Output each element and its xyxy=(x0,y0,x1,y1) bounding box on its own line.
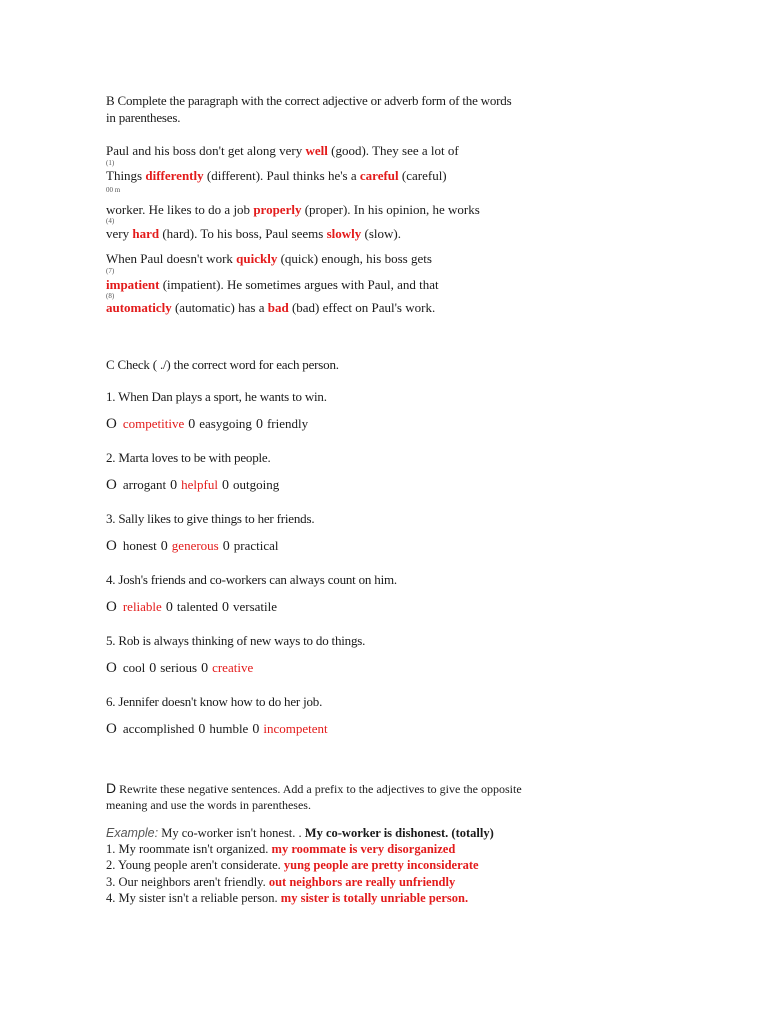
option-practical[interactable]: practical xyxy=(233,538,279,553)
option-friendly[interactable]: friendly xyxy=(266,416,309,431)
answer-careful: careful xyxy=(359,168,399,183)
option-easygoing[interactable]: easygoing xyxy=(199,416,252,431)
options-row-2 xyxy=(106,477,279,494)
option-separator: 0 xyxy=(252,722,260,737)
question-3: 3. Sally likes to give things to her friends. xyxy=(106,511,315,526)
answer-well: well xyxy=(305,143,328,158)
options-row-1 xyxy=(106,416,308,433)
option-separator: 0 xyxy=(221,478,229,493)
marker-7: (7) xyxy=(106,267,115,275)
marker-1: (1) xyxy=(106,159,115,167)
section-b-instruction-line1: B Complete the paragraph with the correct adjective or adverb form of the words xyxy=(106,93,512,108)
marker-3: (4) xyxy=(106,217,115,225)
option-separator: 0 xyxy=(198,722,206,737)
option-humble[interactable]: humble xyxy=(209,721,249,736)
option-versatile[interactable]: versatile xyxy=(232,599,278,614)
section-d-instruction xyxy=(106,780,522,813)
answer-properly: properly xyxy=(253,202,302,217)
rewrite-item-1: 1. My roommate isn't organized. my roommate is very disorganized xyxy=(106,842,456,856)
paragraph-line-7: automaticly (automatic) has a bad (bad) effect on Paul's work. xyxy=(106,300,436,315)
question-1: 1. When Dan plays a sport, he wants to win. xyxy=(106,389,327,404)
option-marker: O xyxy=(106,599,117,615)
rewrite-answer-1: my roommate is very disorganized xyxy=(271,842,456,856)
question-6: 6. Jennifer doesn't know how to do her job. xyxy=(106,694,323,709)
rewrite-answer-2: yung people are pretty inconsiderate xyxy=(283,858,479,872)
section-d-letter: D xyxy=(106,780,117,796)
option-marker: O xyxy=(106,416,117,432)
option-serious[interactable]: serious xyxy=(160,660,198,675)
section-d-instruction-line2: meaning and use the words in parentheses. xyxy=(106,798,311,812)
option-marker: O xyxy=(106,721,117,737)
section-b-instruction-line2: in parentheses. xyxy=(106,110,181,125)
options-row-6 xyxy=(106,721,328,738)
example-answer: My co-worker is dishonest. (totally) xyxy=(304,826,494,840)
option-outgoing[interactable]: outgoing xyxy=(232,477,280,492)
answer-bad: bad xyxy=(267,300,289,315)
rewrite-answer-4: my sister is totally unriable person. xyxy=(280,891,469,905)
rewrite-answer-3: out neighbors are really unfriendly xyxy=(268,875,456,889)
option-separator: 0 xyxy=(160,539,168,554)
question-4: 4. Josh's friends and co-workers can always count on him. xyxy=(106,572,397,587)
section-d-instruction-line1: Rewrite these negative sentences. Add a prefix to the adjectives to give the opposite xyxy=(116,782,522,796)
option-arrogant[interactable]: arrogant xyxy=(122,477,167,492)
option-separator: 0 xyxy=(222,539,230,554)
marker-2: 00 m xyxy=(106,186,121,194)
option-marker: O xyxy=(106,477,117,493)
option-separator: 0 xyxy=(188,417,196,432)
answer-quickly: quickly xyxy=(236,251,278,266)
option-helpful[interactable]: helpful xyxy=(181,477,218,492)
option-talented[interactable]: talented xyxy=(176,599,218,614)
option-separator: 0 xyxy=(149,661,157,676)
option-marker: O xyxy=(106,660,117,676)
option-competitive[interactable]: competitive xyxy=(122,416,185,431)
question-5: 5. Rob is always thinking of new ways to do things. xyxy=(106,633,366,648)
options-row-4 xyxy=(106,599,277,616)
section-c-instruction: C Check ( ./) the correct word for each person. xyxy=(106,357,339,372)
options-row-5 xyxy=(106,660,253,677)
option-marker: O xyxy=(106,538,117,554)
marker-8: (8) xyxy=(106,292,115,300)
rewrite-item-3: 3. Our neighbors aren't friendly. out neighbors are really unfriendly xyxy=(106,875,456,889)
example-sentence: My co-worker isn't honest. . xyxy=(158,826,305,840)
option-separator: 0 xyxy=(255,417,263,432)
option-incompetent[interactable]: incompetent xyxy=(263,721,328,736)
option-separator: 0 xyxy=(170,478,178,493)
example-line xyxy=(106,826,494,841)
paragraph-line-4: very hard (hard). To his boss, Paul seems slowly (slow). xyxy=(106,226,401,241)
paragraph-line-5: When Paul doesn't work quickly (quick) enough, his boss gets xyxy=(106,251,432,266)
paragraph-line-2: Things differently (different). Paul thinks he's a careful (careful) xyxy=(106,168,447,183)
rewrite-item-2: 2. Young people aren't considerate. yung people are pretty inconsiderate xyxy=(106,858,479,872)
answer-hard: hard xyxy=(132,226,160,241)
option-separator: 0 xyxy=(165,600,173,615)
options-row-3 xyxy=(106,538,278,555)
paragraph-line-6: impatient (impatient). He sometimes argues with Paul, and that xyxy=(106,277,439,292)
option-separator: 0 xyxy=(221,600,229,615)
option-reliable[interactable]: reliable xyxy=(122,599,162,614)
option-cool[interactable]: cool xyxy=(122,660,146,675)
option-accomplished[interactable]: accomplished xyxy=(122,721,195,736)
answer-slowly: slowly xyxy=(326,226,362,241)
section-b-instruction xyxy=(106,93,511,126)
option-creative[interactable]: creative xyxy=(212,660,254,675)
paragraph-line-3: worker. He likes to do a job properly (proper). In his opinion, he works xyxy=(106,202,480,217)
answer-automaticly: automaticly xyxy=(106,300,172,315)
paragraph-line-1: Paul and his boss don't get along very well (good). They see a lot of xyxy=(106,143,459,158)
option-honest[interactable]: honest xyxy=(122,538,157,553)
answer-differently: differently xyxy=(145,168,204,183)
option-generous[interactable]: generous xyxy=(171,538,219,553)
question-2: 2. Marta loves to be with people. xyxy=(106,450,271,465)
rewrite-item-4: 4. My sister isn't a reliable person. my sister is totally unriable person. xyxy=(106,891,469,905)
answer-impatient: impatient xyxy=(106,277,160,292)
option-separator: 0 xyxy=(201,661,209,676)
example-label: Example: xyxy=(106,826,159,840)
